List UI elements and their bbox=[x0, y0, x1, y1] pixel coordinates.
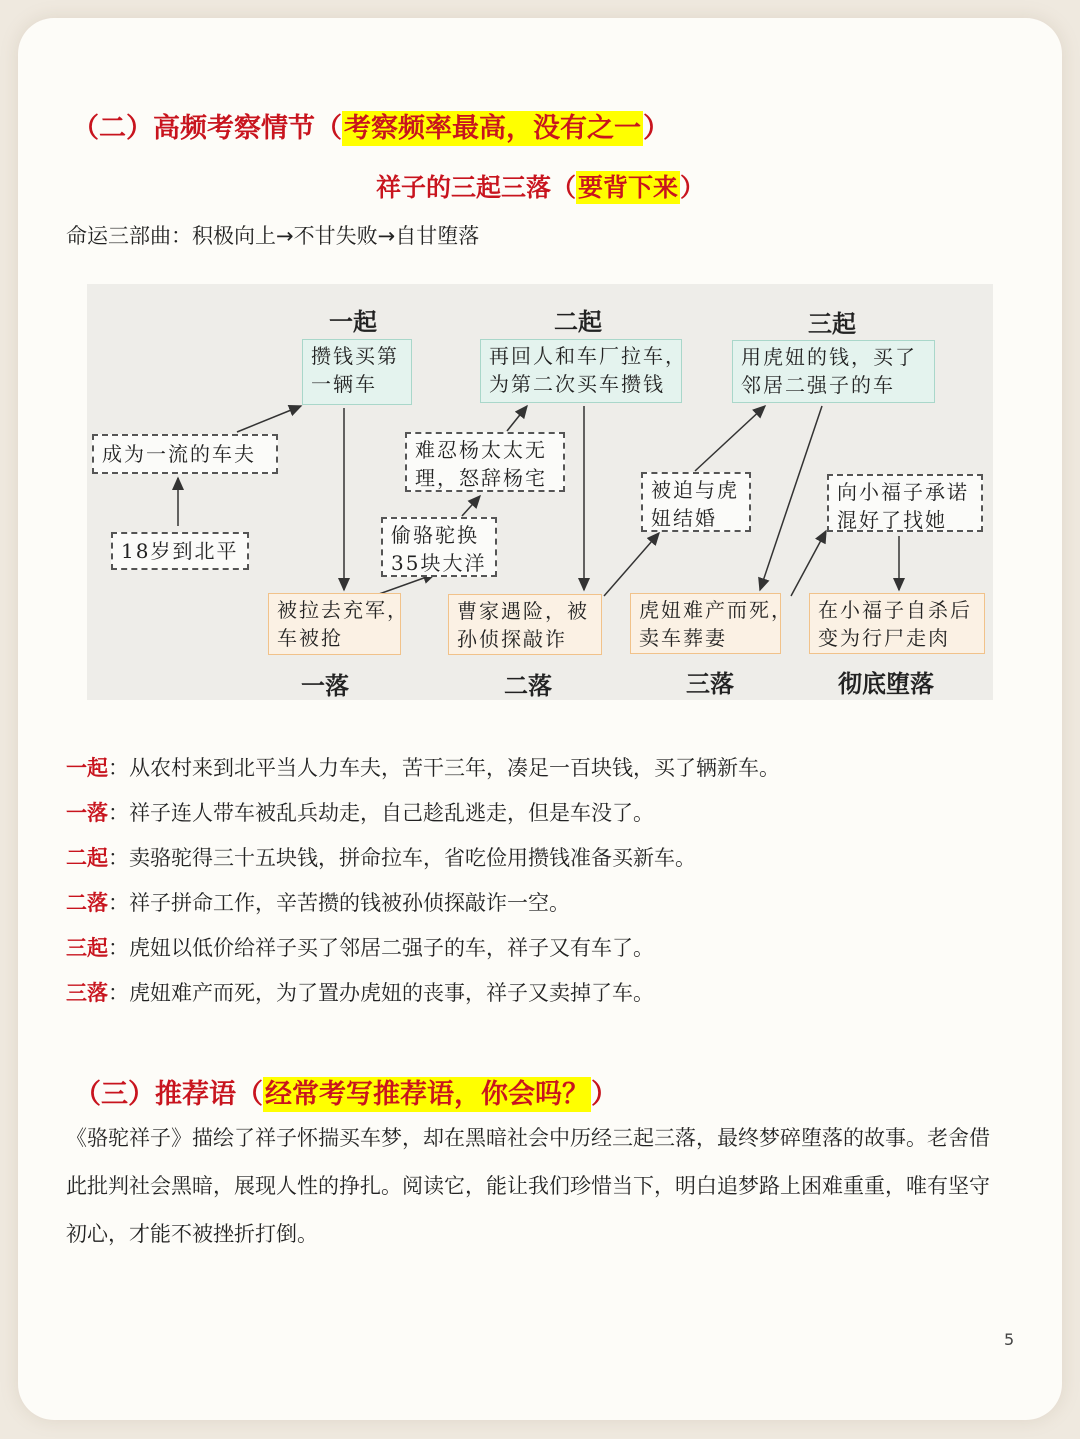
box-xiaofuzi-suicide bbox=[809, 593, 985, 654]
section2-title-highlight: 考察频率最高，没有之一 bbox=[344, 113, 641, 144]
section3-title-prefix: （三）推荐语（ bbox=[74, 1079, 263, 1110]
box-promise-xiaofuzi-line2: 混好了找她 bbox=[837, 508, 947, 532]
recommendation-paragraph bbox=[66, 1114, 1026, 1258]
event-key: 三落 bbox=[66, 981, 108, 1005]
box-conscripted-line1: 被拉去充军， bbox=[277, 598, 409, 622]
label-fall2: 二落 bbox=[504, 672, 552, 700]
box-quit-yang-line2: 理，怒辞杨宅 bbox=[415, 466, 547, 490]
event-text: ：虎妞以低价给祥子买了邻居二强子的车，祥子又有车了。 bbox=[108, 936, 654, 960]
subtitle-prefix: 祥子的三起三落（ bbox=[376, 173, 577, 202]
box-cao-extortion bbox=[448, 594, 602, 655]
box-cao-extortion-line1: 曹家遇险，被 bbox=[457, 599, 589, 623]
list-item bbox=[66, 887, 780, 932]
box-steal-camels bbox=[381, 517, 497, 577]
recommendation-line3: 初心，才能不被挫折打倒。 bbox=[66, 1222, 318, 1246]
events-list bbox=[66, 752, 780, 1022]
box-conscripted bbox=[268, 593, 409, 655]
box-conscripted-line2: 车被抢 bbox=[277, 626, 343, 650]
event-key: 一起 bbox=[66, 756, 108, 780]
box-xiaofuzi-suicide-line2: 变为行尸走肉 bbox=[818, 626, 950, 650]
recommendation-line2: 此批判社会黑暗，展现人性的挣扎。阅读它，能让我们珍惜当下，明白追梦路上困难重重，唯有坚守 bbox=[66, 1174, 990, 1198]
box-forced-marriage bbox=[641, 472, 751, 532]
event-key: 二起 bbox=[66, 846, 108, 870]
box-cao-extortion-line2: 孙侦探敲诈 bbox=[457, 627, 567, 651]
label-rise1: 一起 bbox=[329, 308, 377, 336]
section2-title bbox=[72, 106, 670, 145]
event-key: 二落 bbox=[66, 891, 108, 915]
box-forced-marriage-line2: 妞结婚 bbox=[651, 506, 717, 530]
box-tiger-death-line2: 卖车葬妻 bbox=[639, 626, 727, 650]
event-text: ：祥子拼命工作，辛苦攒的钱被孙侦探敲诈一空。 bbox=[108, 891, 570, 915]
box-tiger-money bbox=[732, 340, 935, 403]
list-item bbox=[66, 797, 780, 842]
label-rise2: 二起 bbox=[554, 308, 602, 336]
box-save-first-car-line2: 一辆车 bbox=[311, 372, 377, 396]
event-key: 一落 bbox=[66, 801, 108, 825]
section2-title-suffix: ） bbox=[643, 113, 670, 144]
event-text: ：卖骆驼得三十五块钱，拼命拉车，省吃俭用攒钱准备买新车。 bbox=[108, 846, 696, 870]
section3-title bbox=[74, 1072, 618, 1111]
list-item bbox=[66, 752, 780, 797]
box-age18-beiping: 18岁到北平 bbox=[111, 532, 249, 570]
event-text: ：祥子连人带车被乱兵劫走，自己趁乱逃走，但是车没了。 bbox=[108, 801, 654, 825]
box-return-factory-line1: 再回人和车厂拉车， bbox=[489, 344, 687, 368]
arrow-first-class-to-save bbox=[237, 406, 301, 432]
box-return-factory-line2: 为第二次买车攒钱 bbox=[489, 372, 665, 396]
arrow-conscripted-to-camels bbox=[379, 574, 435, 594]
rise-fall-diagram bbox=[87, 284, 993, 700]
box-steal-camels-line1: 偷骆驼换 bbox=[391, 523, 479, 547]
box-forced-marriage-line1: 被迫与虎 bbox=[651, 478, 739, 502]
section2-title-prefix: （二）高频考察情节（ bbox=[72, 113, 342, 144]
box-promise-xiaofuzi bbox=[827, 474, 983, 532]
arrow-tiger-money-to-death bbox=[760, 406, 822, 590]
box-tiger-death bbox=[630, 593, 793, 654]
arrow-cao-to-forced bbox=[604, 533, 659, 596]
box-steal-camels-line2: 35块大洋 bbox=[391, 551, 487, 575]
box-tiger-death-line1: 虎妞难产而死， bbox=[639, 598, 793, 622]
box-first-class-puller: 成为一流的车夫 bbox=[92, 434, 278, 474]
list-item bbox=[66, 842, 780, 887]
list-item bbox=[66, 977, 780, 1022]
box-tiger-money-line1: 用虎妞的钱，买了 bbox=[741, 345, 917, 369]
arrow-forced-to-tiger-money bbox=[695, 406, 765, 471]
event-key: 三起 bbox=[66, 936, 108, 960]
box-return-factory bbox=[480, 339, 687, 403]
subtitle-highlight: 要背下来 bbox=[578, 173, 679, 202]
box-tiger-money-line2: 邻居二强子的车 bbox=[741, 373, 895, 397]
section3-title-highlight: 经常考写推荐语，你会吗？ bbox=[265, 1079, 589, 1110]
subtitle-suffix: ） bbox=[680, 173, 706, 202]
trilogy-line: 命运三部曲：积极向上→不甘失败→自甘堕落 bbox=[66, 224, 480, 248]
label-rise3: 三起 bbox=[808, 310, 856, 338]
box-xiaofuzi-suicide-line1: 在小福子自杀后 bbox=[818, 598, 972, 622]
label-fall-final: 彻底堕落 bbox=[838, 670, 934, 698]
page-number: 5 bbox=[1004, 1330, 1015, 1349]
box-quit-yang bbox=[405, 432, 565, 492]
box-save-first-car-line1: 攒钱买第 bbox=[311, 344, 399, 368]
box-promise-xiaofuzi-line1: 向小福子承诺 bbox=[837, 480, 969, 504]
arrow-camels-to-yang bbox=[462, 496, 480, 516]
arrow-yang-to-return bbox=[507, 406, 527, 431]
list-item bbox=[66, 932, 780, 977]
section3-title-suffix: ） bbox=[591, 1079, 618, 1110]
recommendation-line1: 《骆驼祥子》描绘了祥子怀揣买车梦，却在黑暗社会中历经三起三落，最终梦碎堕落的故事。老舍借 bbox=[66, 1126, 990, 1150]
label-fall1: 一落 bbox=[301, 672, 349, 700]
event-text: ：从农村来到北平当人力车夫，苦干三年，凑足一百块钱，买了辆新车。 bbox=[108, 756, 780, 780]
arrow-death-to-promise bbox=[791, 531, 826, 596]
section2-subtitle bbox=[376, 168, 705, 204]
event-text: ：虎妞难产而死，为了置办虎妞的丧事，祥子又卖掉了车。 bbox=[108, 981, 654, 1005]
box-quit-yang-line1: 难忍杨太太无 bbox=[415, 438, 547, 462]
label-fall3: 三落 bbox=[686, 670, 734, 698]
box-save-first-car bbox=[302, 339, 412, 405]
